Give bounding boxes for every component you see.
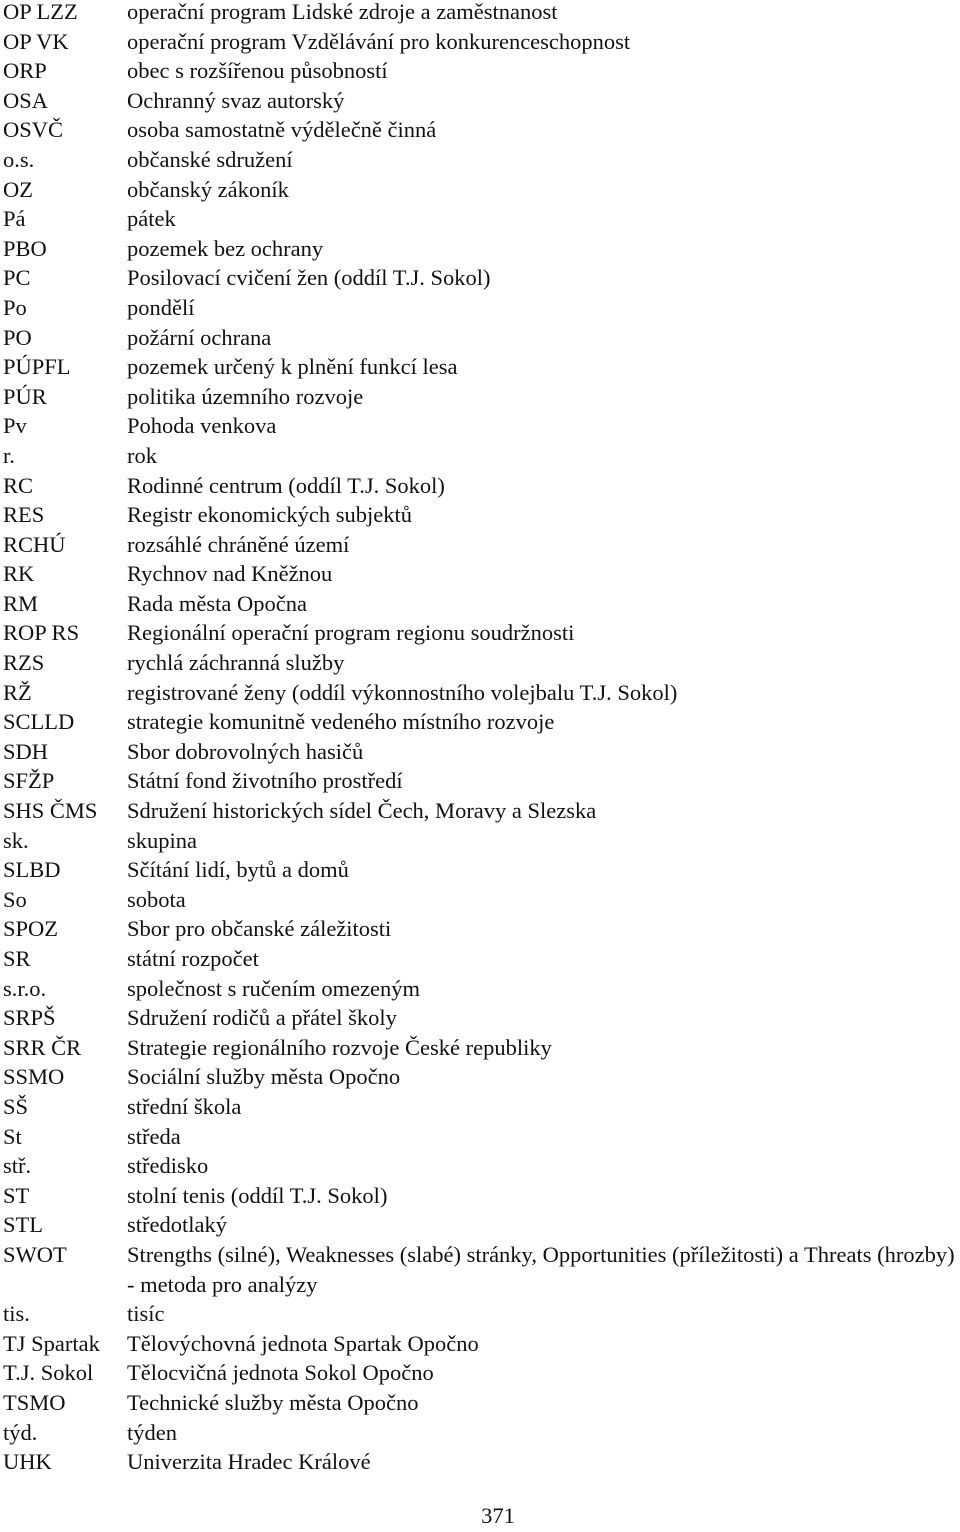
abbreviation-row (3, 115, 960, 145)
abbreviation-definition: Strategie regionálního rozvoje České republiky (127, 1034, 552, 1060)
abbreviation-row (3, 1092, 960, 1122)
abbreviation-row (3, 1418, 960, 1448)
abbreviation-term: SRR ČR (3, 1034, 82, 1060)
abbreviation-term: PÚR (3, 383, 47, 409)
abbreviation-term: OSA (3, 87, 49, 113)
abbreviation-row (3, 352, 960, 382)
abbreviation-definition: občanský zákoník (127, 176, 289, 202)
abbreviation-row (3, 86, 960, 116)
abbreviation-definition: rozsáhlé chráněné území (127, 531, 350, 557)
abbreviation-row (3, 530, 960, 560)
abbreviation-term: SLBD (3, 857, 61, 883)
abbreviation-term: St (3, 1123, 22, 1149)
abbreviation-row (3, 1329, 960, 1359)
abbreviation-row (3, 27, 960, 57)
abbreviation-row (3, 1358, 960, 1388)
abbreviation-row (3, 648, 960, 678)
abbreviation-definition: střední škola (127, 1093, 242, 1119)
abbreviation-definition: středa (127, 1123, 181, 1149)
abbreviation-term: týd. (3, 1419, 38, 1445)
abbreviation-definition: stolní tenis (oddíl T.J. Sokol) (127, 1182, 388, 1208)
abbreviation-definition: Rychnov nad Kněžnou (127, 561, 333, 587)
abbreviation-term: Pá (3, 206, 26, 232)
abbreviation-term: SPOZ (3, 916, 59, 942)
abbreviation-row (3, 914, 960, 944)
abbreviation-definition: Strengths (silné), Weaknesses (slabé) stránky, Opportunities (příležitosti) a Threats (hrozby) - metoda pro analýzy (127, 1241, 955, 1297)
abbreviation-definition: Pohoda venkova (127, 413, 277, 439)
abbreviation-term: T.J. Sokol (3, 1360, 94, 1386)
abbreviation-row (3, 1447, 960, 1477)
abbreviation-definition: státní rozpočet (127, 946, 259, 971)
abbreviation-term: PÚPFL (3, 354, 71, 380)
abbreviation-definition: pozemek určený k plnění funkcí lesa (127, 354, 458, 380)
abbreviation-row (3, 293, 960, 323)
abbreviation-term: PC (3, 265, 31, 291)
abbreviation-definition: rychlá záchranná služby (127, 650, 345, 676)
abbreviation-row (3, 263, 960, 293)
abbreviation-row (3, 944, 960, 974)
abbreviation-term: RK (3, 561, 35, 587)
abbreviation-row (3, 0, 960, 27)
abbreviation-term: OP LZZ (3, 0, 78, 24)
abbreviation-row (3, 411, 960, 441)
abbreviation-row (3, 1240, 960, 1299)
abbreviation-term: OSVČ (3, 117, 64, 143)
abbreviation-row (3, 855, 960, 885)
abbreviation-row (3, 323, 960, 353)
abbreviation-row (3, 1388, 960, 1418)
abbreviation-definition: Státní fond životního prostředí (127, 768, 403, 794)
abbreviation-definition: pátek (127, 206, 176, 232)
abbreviation-definition: sobota (127, 886, 186, 912)
abbreviation-row (3, 826, 960, 856)
abbreviation-definition: pozemek bez ochrany (127, 235, 324, 261)
abbreviation-row (3, 1181, 960, 1211)
abbreviation-term: RM (3, 590, 39, 616)
abbreviation-definition: rok (127, 442, 157, 468)
abbreviation-row (3, 737, 960, 767)
abbreviation-definition: společnost s ručením omezeným (127, 975, 421, 1001)
abbreviation-term: ROP RS (3, 620, 80, 646)
abbreviation-row (3, 441, 960, 471)
abbreviation-term: SHS ČMS (3, 798, 98, 824)
abbreviation-row (3, 707, 960, 737)
abbreviation-term: ORP (3, 58, 47, 84)
abbreviation-definition: Posilovací cvičení žen (oddíl T.J. Sokol) (127, 265, 491, 291)
abbreviation-row (3, 618, 960, 648)
abbreviation-row (3, 1210, 960, 1240)
abbreviation-definition: Rada města Opočna (127, 590, 307, 616)
abbreviation-row (3, 1062, 960, 1092)
abbreviation-definition: Tělocvičná jednota Sokol Opočno (127, 1360, 434, 1386)
abbreviation-term: SDH (3, 738, 49, 764)
abbreviation-definition: pondělí (127, 294, 195, 320)
abbreviation-row (3, 796, 960, 826)
abbreviation-definition: Tělovýchovná jednota Spartak Opočno (127, 1330, 479, 1356)
abbreviation-row (3, 175, 960, 205)
abbreviation-definition: Sčítání lidí, bytů a domů (127, 857, 349, 883)
abbreviation-definition: Sociální služby města Opočno (127, 1064, 401, 1090)
abbreviation-row (3, 1122, 960, 1152)
abbreviation-definition: strategie komunitně vedeného místního rozvoje (127, 709, 555, 735)
abbreviation-row (3, 1151, 960, 1181)
abbreviation-definition: Univerzita Hradec Králové (127, 1449, 371, 1475)
abbreviation-row (3, 500, 960, 530)
abbreviation-term: Pv (3, 413, 27, 439)
abbreviation-definition: Sbor dobrovolných hasičů (127, 738, 364, 764)
abbreviation-definition: Ochranný svaz autorský (127, 87, 345, 113)
abbreviation-definition: osoba samostatně výdělečně činná (127, 117, 437, 143)
abbreviation-definition: požární ochrana (127, 324, 272, 350)
abbreviation-term: STL (3, 1212, 44, 1238)
abbreviation-row (3, 678, 960, 708)
abbreviation-term: SWOT (3, 1241, 67, 1267)
abbreviation-row (3, 471, 960, 501)
abbreviation-definition: operační program Vzdělávání pro konkurenceschopnost (127, 28, 631, 54)
abbreviation-row (3, 589, 960, 619)
abbreviation-term: PBO (3, 235, 47, 261)
abbreviation-term: UHK (3, 1449, 52, 1475)
abbreviation-term: SSMO (3, 1064, 65, 1090)
abbreviation-term: s.r.o. (3, 975, 47, 1001)
abbreviation-definition: skupina (127, 827, 197, 853)
page-number: 371 (481, 1503, 515, 1528)
abbreviation-row (3, 234, 960, 264)
abbreviation-term: Po (3, 294, 27, 320)
abbreviation-term: TSMO (3, 1389, 66, 1415)
abbreviation-definition: Sdružení rodičů a přátel školy (127, 1005, 397, 1031)
abbreviation-definition: politika územního rozvoje (127, 383, 364, 409)
abbreviation-term: TJ Spartak (3, 1330, 100, 1356)
abbreviation-definition: týden (127, 1419, 177, 1445)
abbreviation-row (3, 1003, 960, 1033)
abbreviation-term: SFŽP (3, 768, 55, 794)
abbreviation-row (3, 1299, 960, 1329)
abbreviation-definition: registrované ženy (oddíl výkonnostního volejbalu T.J. Sokol) (127, 679, 678, 705)
abbreviation-row (3, 974, 960, 1004)
abbreviation-term: SRPŠ (3, 1005, 56, 1031)
abbreviation-term: SR (3, 946, 31, 971)
abbreviation-definition: operační program Lidské zdroje a zaměstnanost (127, 0, 558, 24)
abbreviation-definition: Sdružení historických sídel Čech, Moravy a Slezska (127, 798, 597, 824)
abbreviation-term: PO (3, 324, 32, 350)
abbreviation-term: sk. (3, 827, 29, 853)
abbreviation-definition: Rodinné centrum (oddíl T.J. Sokol) (127, 472, 445, 498)
abbreviation-term: tis. (3, 1301, 30, 1327)
abbreviation-term: So (3, 886, 27, 912)
abbreviation-row (3, 145, 960, 175)
abbreviation-term: r. (3, 442, 15, 468)
abbreviation-row (3, 56, 960, 86)
abbreviation-term: RC (3, 472, 34, 498)
abbreviation-row (3, 204, 960, 234)
abbreviation-definition: Regionální operační program regionu soudržnosti (127, 620, 575, 646)
abbreviation-term: RŽ (3, 679, 32, 705)
abbreviation-definition: Sbor pro občanské záležitosti (127, 916, 392, 942)
abbreviation-row (3, 559, 960, 589)
abbreviation-row (3, 885, 960, 915)
abbreviation-definition: tisíc (127, 1301, 165, 1327)
abbreviation-term: ST (3, 1182, 30, 1208)
abbreviation-term: RES (3, 502, 45, 528)
abbreviation-term: SŠ (3, 1093, 29, 1119)
abbreviation-definition: středisko (127, 1153, 209, 1179)
abbreviation-term: o.s. (3, 146, 35, 172)
abbreviation-list (3, 0, 960, 1477)
abbreviation-term: RCHÚ (3, 531, 66, 557)
abbreviation-definition: Registr ekonomických subjektů (127, 502, 412, 528)
abbreviation-row (3, 1033, 960, 1063)
abbreviation-row (3, 766, 960, 796)
abbreviation-definition: obec s rozšířenou působností (127, 58, 388, 84)
abbreviation-row (3, 382, 960, 412)
abbreviation-definition: občanské sdružení (127, 146, 293, 172)
abbreviation-definition: středotlaký (127, 1212, 227, 1238)
abbreviation-term: OZ (3, 176, 33, 202)
abbreviation-definition: Technické služby města Opočno (127, 1389, 419, 1415)
abbreviation-term: RZS (3, 650, 45, 676)
abbreviation-term: stř. (3, 1153, 32, 1179)
abbreviation-term: SCLLD (3, 709, 75, 735)
abbreviation-term: OP VK (3, 28, 69, 54)
